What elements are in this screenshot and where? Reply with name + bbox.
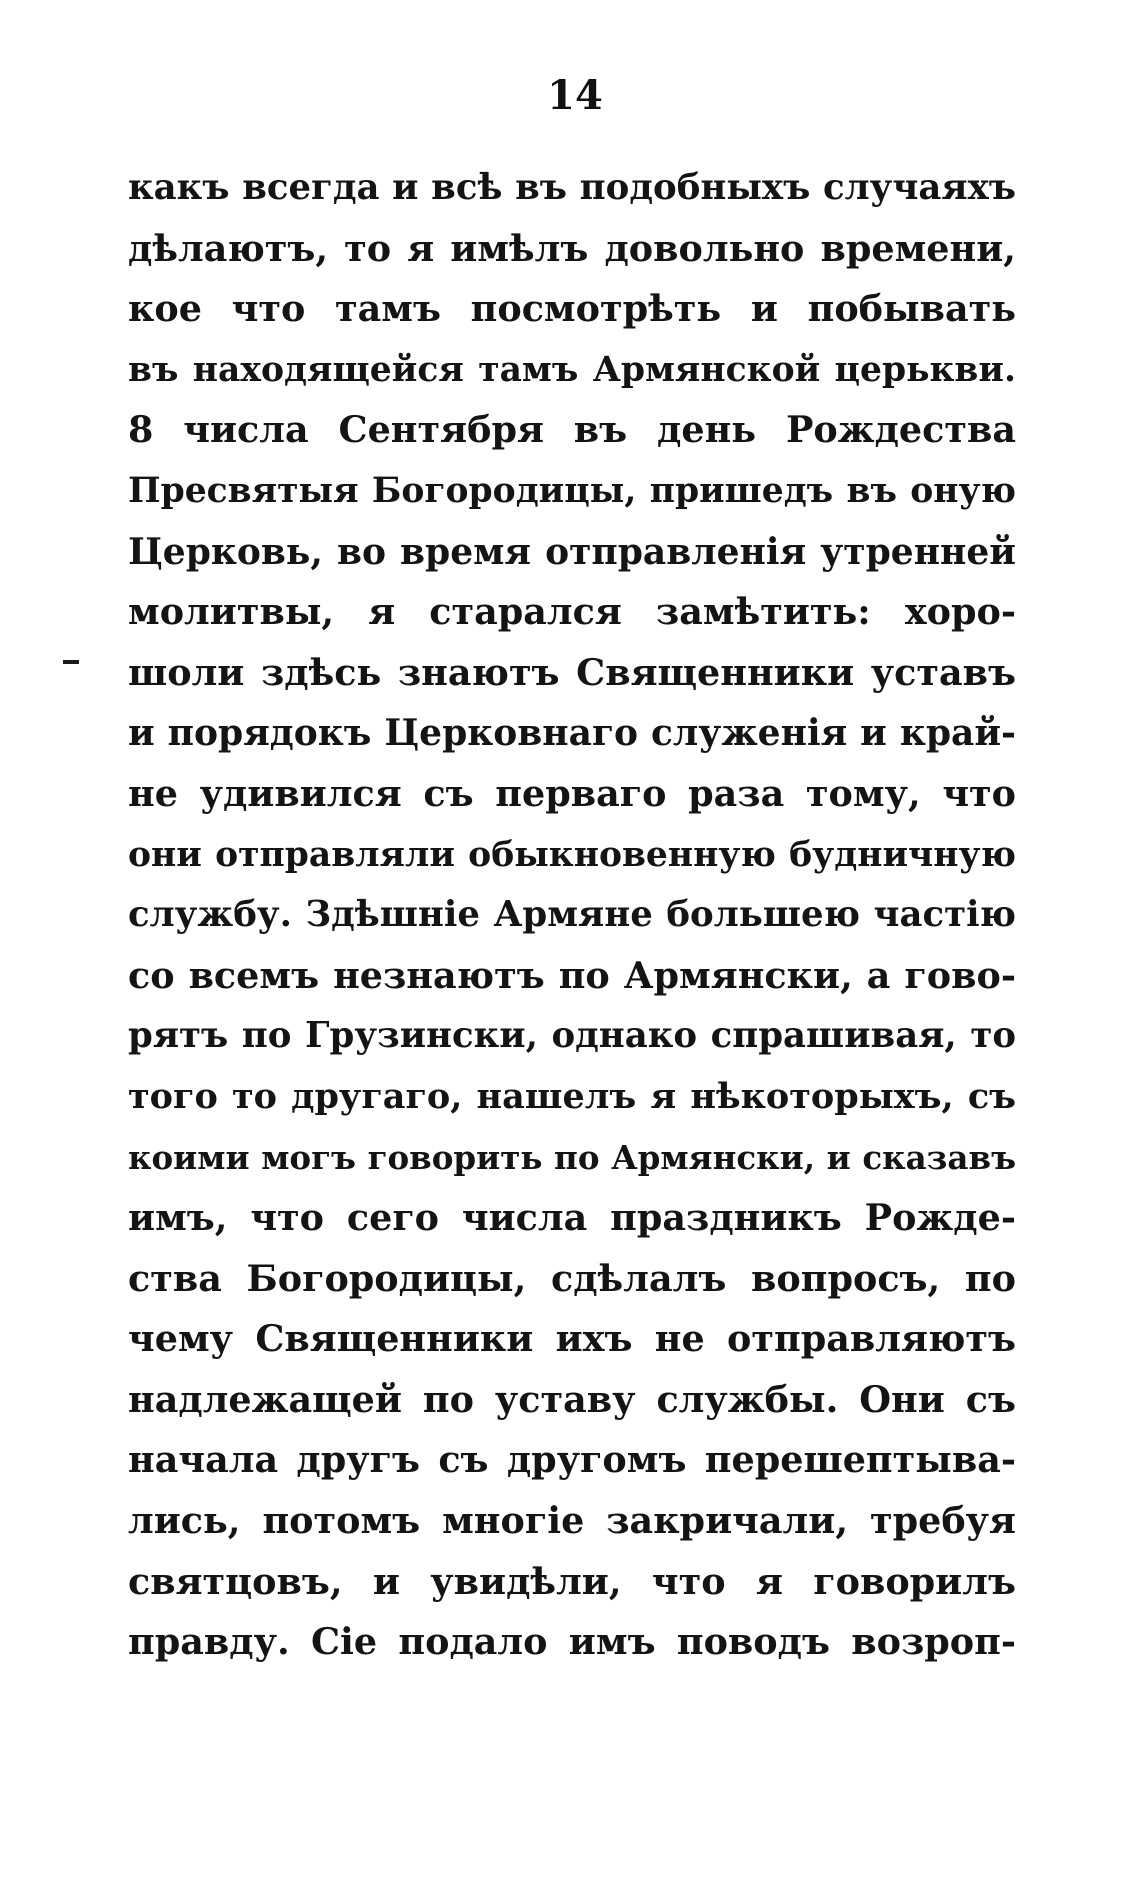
text-line: святцовъ, и увидѣли, что я говорилъ	[128, 1559, 1016, 1603]
text-line: надлежащей по уставу службы. Они съ	[128, 1377, 1016, 1421]
text-line: службу. Здѣшніе Армяне большею частію	[128, 894, 1016, 936]
text-line: они отправляли обыкновенную будничную	[128, 834, 1016, 875]
text-line: правду. Сіе подало имъ поводъ возроп-	[128, 1620, 1016, 1664]
text-line: того то другаго, нашелъ я нѣкоторыхъ, съ	[128, 1075, 1016, 1117]
text-line: не удивился съ перваго раза тому, что	[128, 771, 1016, 815]
margin-mark	[63, 660, 79, 664]
text-line: имъ, что сего числа праздникъ Рожде-	[128, 1196, 1016, 1240]
text-line: шоли здѣсь знаютъ Священники уставъ	[128, 650, 1016, 694]
text-line: ства Богородицы, сдѣлалъ вопросъ, по	[128, 1256, 1016, 1300]
text-line: и порядокъ Церковнаго служенія и край-	[128, 712, 1016, 755]
page-number: 14	[547, 72, 603, 119]
text-line: Пресвятыя Богородицы, пришедъ въ оную	[128, 470, 1016, 511]
text-line: кое что тамъ посмотрѣть и побывать	[128, 287, 1016, 331]
text-line: какъ всегда и всѣ въ подобныхъ случаяхъ	[128, 167, 1016, 208]
text-line: рятъ по Грузински, однако спрашивая, то	[128, 1015, 1016, 1057]
text-line: со всемъ незнаютъ по Армянски, а гово-	[128, 953, 1016, 997]
text-line: начала другъ съ другомъ перешептыва-	[128, 1438, 1016, 1482]
text-line: молитвы, я старался замѣтить: хоро-	[128, 590, 1016, 634]
text-line: въ находящейся тамъ Армянской церькви.	[128, 349, 1016, 390]
text-line: коими могъ говорить по Армянски, и сказавъ	[128, 1137, 1016, 1177]
text-line: лись, потомъ многіе закричали, требуя	[128, 1499, 1016, 1543]
text-line: дѣлаютъ, то я имѣлъ довольно времени,	[128, 226, 1016, 270]
text-line: Церковь, во время отправленія утренней	[128, 530, 1016, 573]
text-line: 8 числа Сентября въ день Рождества	[128, 408, 1016, 452]
text-line: чему Священники ихъ не отправляютъ	[128, 1317, 1016, 1361]
body-text	[128, 158, 1016, 1673]
